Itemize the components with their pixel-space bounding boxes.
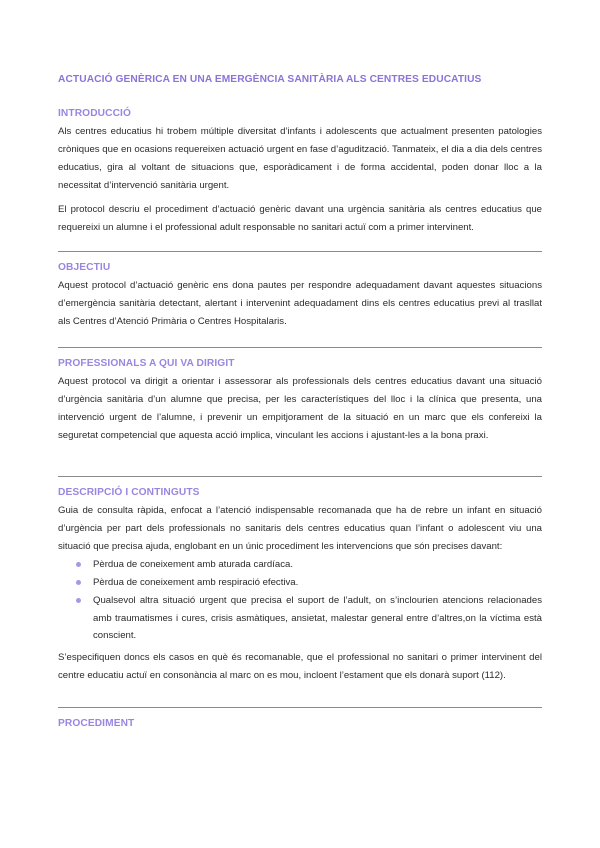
document-title: ACTUACIÓ GENÈRICA EN UNA EMERGÈNCIA SANITÀRIA ALS CENTRES EDUCATIUS	[58, 74, 482, 85]
bullet-text: Pèrdua de coneixement amb respiració efectiva.	[93, 577, 299, 589]
section-heading-objectiu: OBJECTIU	[58, 262, 111, 273]
section-descripcio	[58, 487, 542, 685]
section-heading-procediment: PROCEDIMENT	[58, 718, 135, 729]
professionals-paragraph: Aquest protocol va dirigit a orientar i assessorar als professionals dels centres educatius davant una situació d’urgència sanitària d’un alumne que precisa, per les característiques del lloc i la clínica que presenta, una intervenció urgent de l’alumne, i prevenir un empitjorament de la situació en un marc que els confereixi la seguretat competencial que aquesta acció implica, vinculant les accions i ajustant-les a la bona praxi.	[58, 376, 542, 442]
objectiu-paragraph: Aquest protocol d’actuació genèric ens dona pautes per respondre adequadament davant aquestes situacions d’emergència sanitària detectant, alertant i intervenint adequadament dins els centres educatius previ al trasllat als Centres d’Atenció Primària o Centres Hospitalaris.	[58, 280, 542, 328]
section-introduccio	[58, 108, 542, 238]
section-heading-professionals: PROFESSIONALS A QUI VA DIRIGIT	[58, 358, 235, 369]
intro-paragraph-2: El protocol descriu el procediment d’actuació genèric davant una urgència sanitària als centres educatius que requereixi un alumne i el professional adult responsable no sanitari actuï com a primer intervinent.	[58, 204, 542, 234]
section-heading-introduccio: INTRODUCCIÓ	[58, 108, 131, 119]
section-divider	[58, 476, 542, 477]
list-item	[58, 574, 542, 592]
intro-paragraph-1: Als centres educatius hi trobem múltiple diversitat d’infants i adolescents que actualment presenten patologies cròniques que en ocasions requereixen actuació urgent en fase d’agudització. Tanmateix, el dia a dia dels centres educatius, gira al voltant de situacions que, esporàdicament i de forma accidental, poden donar lloc a la necessitat d’intervenció sanitària urgent.	[58, 126, 542, 192]
descripcio-bullet-list	[58, 556, 542, 645]
section-heading-descripcio: DESCRIPCIÓ I CONTINGUTS	[58, 487, 200, 498]
section-divider	[58, 707, 542, 708]
list-item	[58, 556, 542, 574]
section-objectiu	[58, 262, 542, 331]
descripcio-intro-paragraph: Guia de consulta ràpida, enfocat a l’atenció indispensable recomanada que ha de rebre un infant en situació d’urgència per part dels professionals no sanitaris dels centres educatius quan l’infant o adolescent viu una situació que precisa ajuda, englobant en un únic procediment les intervencions que són precises davant:	[58, 505, 542, 553]
bullet-text: Pèrdua de coneixement amb aturada cardíaca.	[93, 559, 293, 571]
list-item	[58, 592, 542, 645]
bullet-icon	[76, 580, 81, 585]
section-professionals	[58, 358, 542, 445]
bullet-icon	[76, 598, 81, 603]
section-procediment	[58, 718, 542, 733]
bullet-icon	[76, 562, 81, 567]
section-divider	[58, 251, 542, 252]
descripcio-outro-paragraph: S’especifiquen doncs els casos en què és recomanable, que el professional no sanitari o primer intervinent del centre educatiu actuï en consonància al marc on es mou, incloent l’estament que els donarà suport (112).	[58, 652, 542, 682]
bullet-text: Qualsevol altra situació urgent que precisa el suport de l’adult, on s’inclourien atencions relacionades amb traumatismes i cures, crisis asmàtiques, ansietat, malestar general entre d’altres,on la víctima està conscient.	[93, 594, 542, 642]
section-divider	[58, 347, 542, 348]
